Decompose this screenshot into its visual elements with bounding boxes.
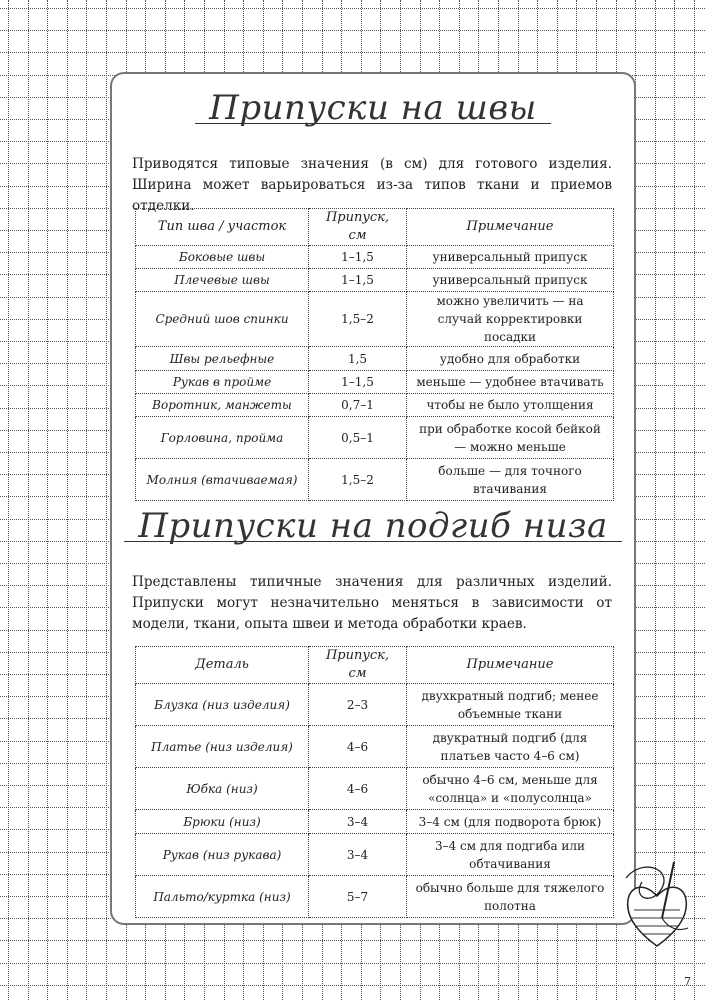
grid-line (28, 0, 29, 1000)
note-cell: 3–4 см (для подворота брюк) (407, 810, 614, 834)
note-cell: обычно больше для тяжелого полотна (407, 876, 614, 918)
column-header: Примечание (407, 647, 614, 684)
grid-line (655, 0, 656, 1000)
grid-line (47, 0, 48, 1000)
content-panel (110, 72, 636, 925)
table-row (136, 726, 614, 768)
table-row (136, 768, 614, 810)
row-label-cell: Швы рельефные (136, 347, 309, 371)
allowance-value-cell: 2–3 (309, 684, 407, 726)
heart-needle-icon (622, 858, 692, 950)
row-label-cell: Рукав (низ рукава) (136, 834, 309, 876)
allowance-value-cell: 0,5–1 (309, 417, 407, 459)
column-header: Припуск, см (309, 647, 407, 684)
note-cell: универсальный припуск (407, 246, 614, 269)
table-row (136, 810, 614, 834)
allowance-value-cell: 5–7 (309, 876, 407, 918)
table-row (136, 459, 614, 501)
grid-line (106, 0, 107, 1000)
table-row (136, 417, 614, 459)
column-header: Примечание (407, 209, 614, 246)
allowance-value-cell: 1–1,5 (309, 269, 407, 292)
row-label-cell: Рукав в пройме (136, 371, 309, 394)
column-header: Припуск, см (309, 209, 407, 246)
allowance-value-cell: 4–6 (309, 768, 407, 810)
grid-line (0, 8, 705, 9)
table-row (136, 269, 614, 292)
note-cell: больше — для точного втачивания (407, 459, 614, 501)
column-header: Деталь (136, 647, 309, 684)
allowance-value-cell: 1,5 (309, 347, 407, 371)
table-row (136, 684, 614, 726)
row-label-cell: Воротник, манжеты (136, 394, 309, 417)
allowance-value-cell: 0,7–1 (309, 394, 407, 417)
table-header-row (136, 209, 614, 246)
note-cell: удобно для обработки (407, 347, 614, 371)
note-cell: чтобы не было утолщения (407, 394, 614, 417)
section-title-seam-allowances: Припуски на швы (209, 88, 537, 128)
allowance-value-cell: 1–1,5 (309, 246, 407, 269)
column-header: Тип шва / участок (136, 209, 309, 246)
allowance-value-cell: 3–4 (309, 810, 407, 834)
table-row (136, 834, 614, 876)
row-label-cell: Средний шов спинки (136, 292, 309, 347)
grid-line (8, 0, 9, 1000)
allowance-value-cell: 4–6 (309, 726, 407, 768)
note-cell: меньше — удобнее втачивать (407, 371, 614, 394)
allowance-value-cell: 1–1,5 (309, 371, 407, 394)
note-cell: при обработке косой бейкой — можно меньше (407, 417, 614, 459)
note-cell: обычно 4–6 см, меньше для «солнца» и «полусолнца» (407, 768, 614, 810)
row-label-cell: Молния (втачиваемая) (136, 459, 309, 501)
table-row (136, 292, 614, 347)
row-label-cell: Брюки (низ) (136, 810, 309, 834)
table-row (136, 246, 614, 269)
grid-line (86, 0, 87, 1000)
note-cell: можно увеличить — на случай корректировки посадки (407, 292, 614, 347)
table-row (136, 347, 614, 371)
table-row (136, 371, 614, 394)
row-label-cell: Горловина, пройма (136, 417, 309, 459)
allowance-value-cell: 1,5–2 (309, 459, 407, 501)
grid-line (0, 52, 705, 53)
hem-allowance-table (135, 646, 614, 918)
section-intro: Приводятся типовые значения (в см) для готового изделия. Ширина может варьироваться из-за типов ткани и приемов отделки. (132, 156, 612, 214)
row-label-cell: Плечевые швы (136, 269, 309, 292)
grid-line (0, 985, 705, 986)
table-row (136, 876, 614, 918)
row-label-cell: Блузка (низ изделия) (136, 684, 309, 726)
row-label-cell: Пальто/куртка (низ) (136, 876, 309, 918)
seam-allowance-table (135, 208, 614, 501)
note-cell: универсальный припуск (407, 269, 614, 292)
row-label-cell: Платье (низ изделия) (136, 726, 309, 768)
table-row (136, 394, 614, 417)
section-title-hem-allowances: Припуски на подгиб низа (138, 506, 608, 546)
grid-line (674, 0, 675, 1000)
grid-line (0, 940, 705, 941)
grid-line (0, 30, 705, 31)
note-cell: двукратный подгиб (для платьев часто 4–6 см) (407, 726, 614, 768)
grid-line (0, 963, 705, 964)
allowance-value-cell: 3–4 (309, 834, 407, 876)
section-intro: Представлены типичные значения для различных изделий. Припуски могут незначительно меняться в зависимости от модели, ткани, опыта швеи и метода обработки краев. (132, 574, 612, 632)
page-number: 7 (684, 975, 691, 988)
row-label-cell: Юбка (низ) (136, 768, 309, 810)
grid-line (67, 0, 68, 1000)
table-header-row (136, 647, 614, 684)
row-label-cell: Боковые швы (136, 246, 309, 269)
note-cell: 3–4 см для подгиба или обтачивания (407, 834, 614, 876)
note-cell: двухкратный подгиб; менее объемные ткани (407, 684, 614, 726)
allowance-value-cell: 1,5–2 (309, 292, 407, 347)
grid-line (694, 0, 695, 1000)
